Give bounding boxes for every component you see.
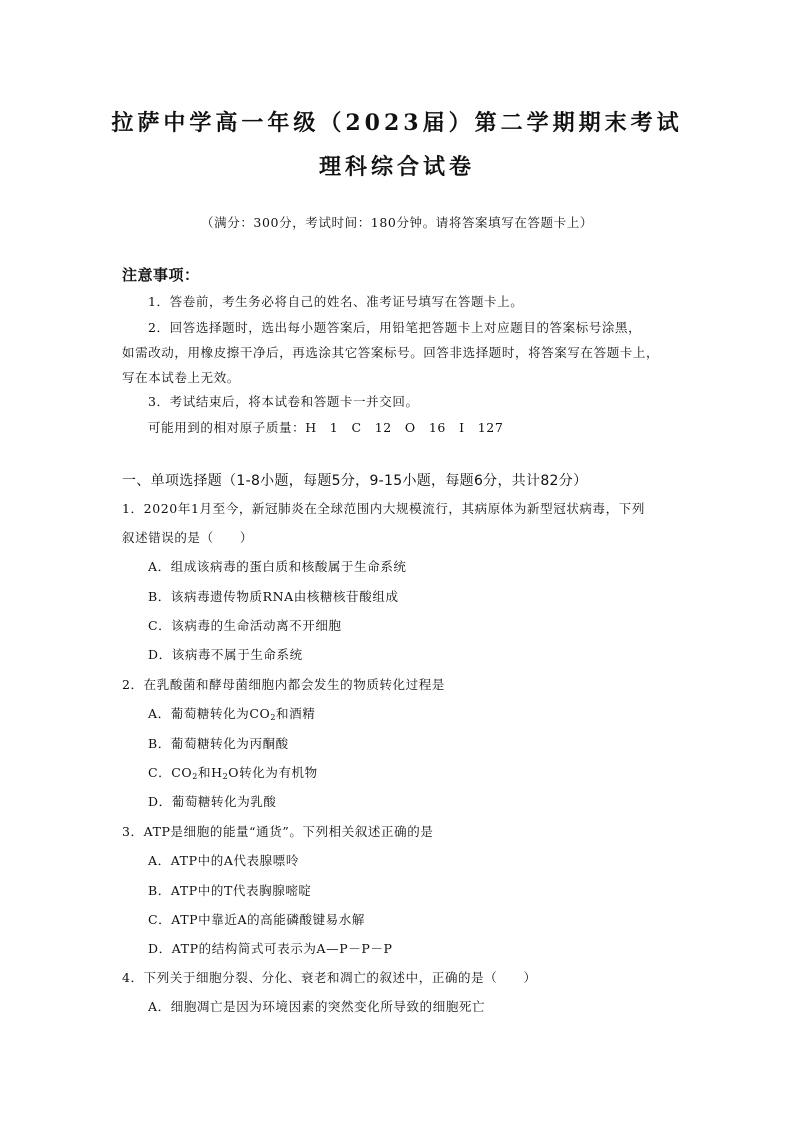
q2-option-b: B．葡萄糖转化为丙酮酸 [148,736,289,751]
q2-option-d: D．葡萄糖转化为乳酸 [148,794,277,809]
q3-option-c: C．ATP中靠近A的高能磷酸键易水解 [148,912,365,927]
notice-item-2-line-2: 如需改动，用橡皮擦干净后，再选涂其它答案标号。回答非选择题时，将答案写在答题卡上， [122,345,660,360]
notice-item-2-line-1: 2．回答选择题时，选出每小题答案后，用铅笔把答题卡上对应题目的答案标号涂黑， [148,320,642,335]
q4-stem: 4．下列关于细胞分裂、分化、衰老和凋亡的叙述中，正确的是（ ） [122,970,537,985]
q1-option-c: C．该病毒的生命活动离不开细胞 [148,618,342,633]
notice-item-2-line-3: 写在本试卷上无效。 [122,370,240,385]
notice-item-3: 3．考试结束后，将本试卷和答题卡一并交回。 [148,394,419,409]
exam-subtitle: 理科综合试卷 [318,154,475,180]
subscript-2: 2 [270,713,277,722]
notice-heading: 注意事项： [122,266,200,284]
q1-option-b: B．该病毒遗传物质RNA由核糖核苷酸组成 [148,589,399,604]
q2-option-a [148,704,315,722]
q2-option-c [148,763,318,781]
q2-option-a-text-1: A．葡萄糖转化为CO [148,706,271,721]
q3-option-a: A．ATP中的A代表腺嘌呤 [148,853,299,868]
q2-option-c-text-3: O转化为有机物 [228,765,318,780]
subscript-2: 2 [192,772,198,781]
q1-stem-line-1: 1．2020年1月至今，新冠肺炎在全球范围内大规模流行，其病原体为新型冠状病毒，下列 [122,501,645,516]
q3-option-b: B．ATP中的T代表胸腺嘧啶 [148,883,312,898]
q3-option-d: D．ATP的结构简式可表示为A—P－P－P [148,941,393,956]
q1-stem-line-2: 叙述错误的是（ ） [122,530,254,545]
q2-option-c-text-1: C．CO [148,765,193,780]
q3-stem: 3．ATP是细胞的能量“通货”。下列相关叙述正确的是 [122,824,434,839]
exam-info: （满分：300分，考试时间：180分钟。请将答案填写在答题卡上） [201,215,593,230]
q2-stem: 2．在乳酸菌和酵母菌细胞内都会发生的物质转化过程是 [122,677,445,692]
q4-option-a: A．细胞凋亡是因为环境因素的突然变化所导致的细胞死亡 [148,999,486,1014]
q1-option-d: D．该病毒不属于生命系统 [148,647,303,662]
q1-option-a: A．组成该病毒的蛋白质和核酸属于生命系统 [148,559,407,574]
exam-title: 拉萨中学高一年级（2023届）第二学期期末考试 [111,110,683,136]
section-1-title: 一、单项选择题（1-8小题，每题5分，9-15小题，每题6分，共计82分） [122,473,588,489]
subscript-2: 2 [222,772,229,781]
atomic-mass-reference: 可能用到的相对原子质量：H 1 C 12 O 16 I 127 [148,420,504,435]
notice-item-1: 1．答卷前，考生务必将自己的姓名、准考证号填写在答题卡上。 [148,294,524,309]
q2-option-c-text-2: 和H [197,765,223,780]
q2-option-a-text-2: 和酒精 [276,706,316,721]
